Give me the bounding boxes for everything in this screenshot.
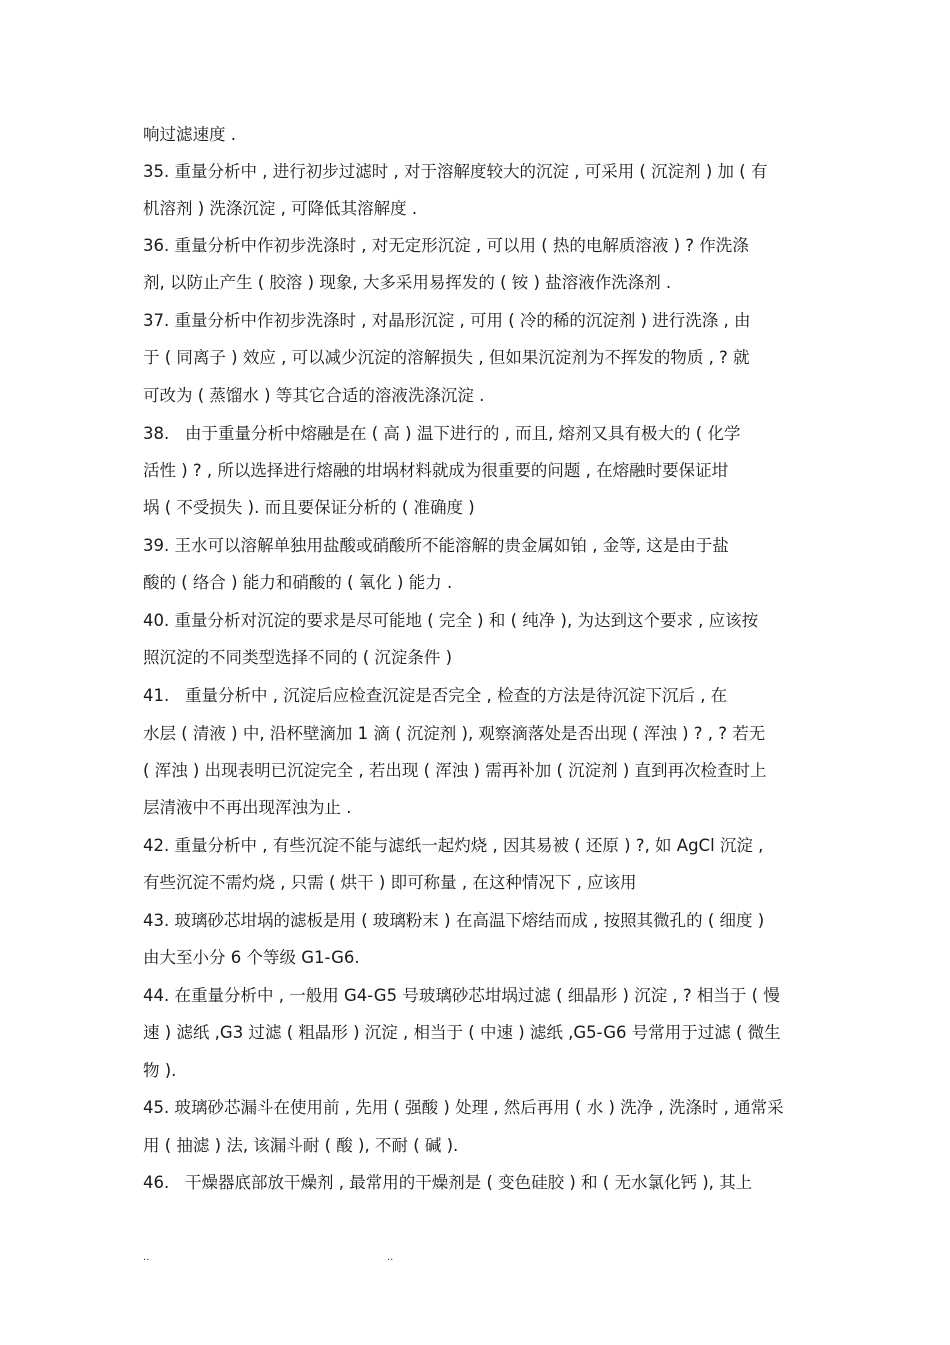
text-line: 由大至小分 6 个等级 G1-G6.	[143, 948, 360, 967]
text-line: 35. 重量分析中 , 进行初步过滤时 , 对于溶解度较大的沉淀 , 可采用 ( 沉淀剂 ) 加 ( 有	[143, 162, 768, 181]
text-line: 45. 玻璃砂芯漏斗在使用前 , 先用 ( 强酸 ) 处理 , 然后再用 ( 水 ) 洗净 , 洗涤时 , 通常采	[143, 1098, 784, 1117]
text-line: 可改为 ( 蒸馏水 ) 等其它合适的溶液洗涤沉淀 .	[143, 386, 485, 405]
text-line: 44. 在重量分析中 , 一般用 G4-G5 号玻璃砂芯坩埚过滤 ( 细晶形 ) 沉淀 , ? 相当于 ( 慢	[143, 986, 780, 1005]
text-line: 剂, 以防止产生 ( 胶溶 ) 现象, 大多采用易挥发的 ( 铵 ) 盐溶液作洗涤剂 .	[143, 273, 672, 292]
text-line: 于 ( 同离子 ) 效应 , 可以减少沉淀的溶解损失 , 但如果沉淀剂为不挥发的物质 , ? 就	[143, 348, 750, 367]
text-line: 有些沉淀不需灼烧 , 只需 ( 烘干 ) 即可称量 , 在这种情况下 , 应该用	[143, 873, 637, 892]
text-line: 43. 玻璃砂芯坩埚的滤板是用 ( 玻璃粉末 ) 在高温下熔结而成 , 按照其微孔的 ( 细度 )	[143, 911, 765, 930]
footer-mark-right: ..	[387, 1252, 394, 1263]
text-line: 活性 ) ? , 所以选择进行熔融的坩埚材料就成为很重要的问题 , 在熔融时要保证坩	[143, 461, 729, 480]
text-line: 46. 干燥器底部放干燥剂 , 最常用的干燥剂是 ( 变色硅胶 ) 和 ( 无水氯化钙 ), 其上	[143, 1173, 753, 1192]
text-line: 41. 重量分析中 , 沉淀后应检查沉淀是否完全 , 检查的方法是待沉淀下沉后 , 在	[143, 686, 728, 705]
text-line: 42. 重量分析中 , 有些沉淀不能与滤纸一起灼烧 , 因其易被 ( 还原 ) ?, 如 AgCl 沉淀 ,	[143, 836, 764, 855]
text-line: 照沉淀的不同类型选择不同的 ( 沉淀条件 )	[143, 648, 453, 667]
text-line: 36. 重量分析中作初步洗涤时 , 对无定形沉淀 , 可以用 ( 热的电解质溶液 ) ? 作洗涤	[143, 236, 749, 255]
text-line: 层清液中不再出现浑浊为止 .	[143, 798, 352, 817]
text-line: 水层 ( 清液 ) 中, 沿杯壁滴加 1 滴 ( 沉淀剂 ), 观察滴落处是否出现 ( 浑浊 ) ? , ? 若无	[143, 724, 766, 743]
text-line: 40. 重量分析对沉淀的要求是尽可能地 ( 完全 ) 和 ( 纯净 ), 为达到这个要求 , 应该按	[143, 611, 759, 630]
text-line: 速 ) 滤纸 ,G3 过滤 ( 粗晶形 ) 沉淀 , 相当于 ( 中速 ) 滤纸 ,G5-G6 号常用于过滤 ( 微生	[143, 1023, 781, 1042]
text-line: 埚 ( 不受损失 ). 而且要保证分析的 ( 准确度 )	[143, 498, 475, 517]
text-line: 响过滤速度 .	[143, 125, 236, 144]
text-line: 用 ( 抽滤 ) 法, 该漏斗耐 ( 酸 ), 不耐 ( 碱 ).	[143, 1136, 459, 1155]
text-line: 39. 王水可以溶解单独用盐酸或硝酸所不能溶解的贵金属如铂 , 金等, 这是由于盐	[143, 536, 729, 555]
text-line: ( 浑浊 ) 出现表明已沉淀完全 , 若出现 ( 浑浊 ) 需再补加 ( 沉淀剂 ) 直到再次检查时上	[143, 761, 767, 780]
text-line: 38. 由于重量分析中熔融是在 ( 高 ) 温下进行的 , 而且, 熔剂又具有极大的 ( 化学	[143, 424, 741, 443]
text-line: 酸的 ( 络合 ) 能力和硝酸的 ( 氧化 ) 能力 .	[143, 573, 453, 592]
text-line: 机溶剂 ) 洗涤沉淀 , 可降低其溶解度 .	[143, 199, 418, 218]
footer-mark-left: ..	[143, 1252, 150, 1263]
text-line: 物 ).	[143, 1061, 177, 1080]
text-line: 37. 重量分析中作初步洗涤时 , 对晶形沉淀 , 可用 ( 冷的稀的沉淀剂 ) 进行洗涤 , 由	[143, 311, 751, 330]
